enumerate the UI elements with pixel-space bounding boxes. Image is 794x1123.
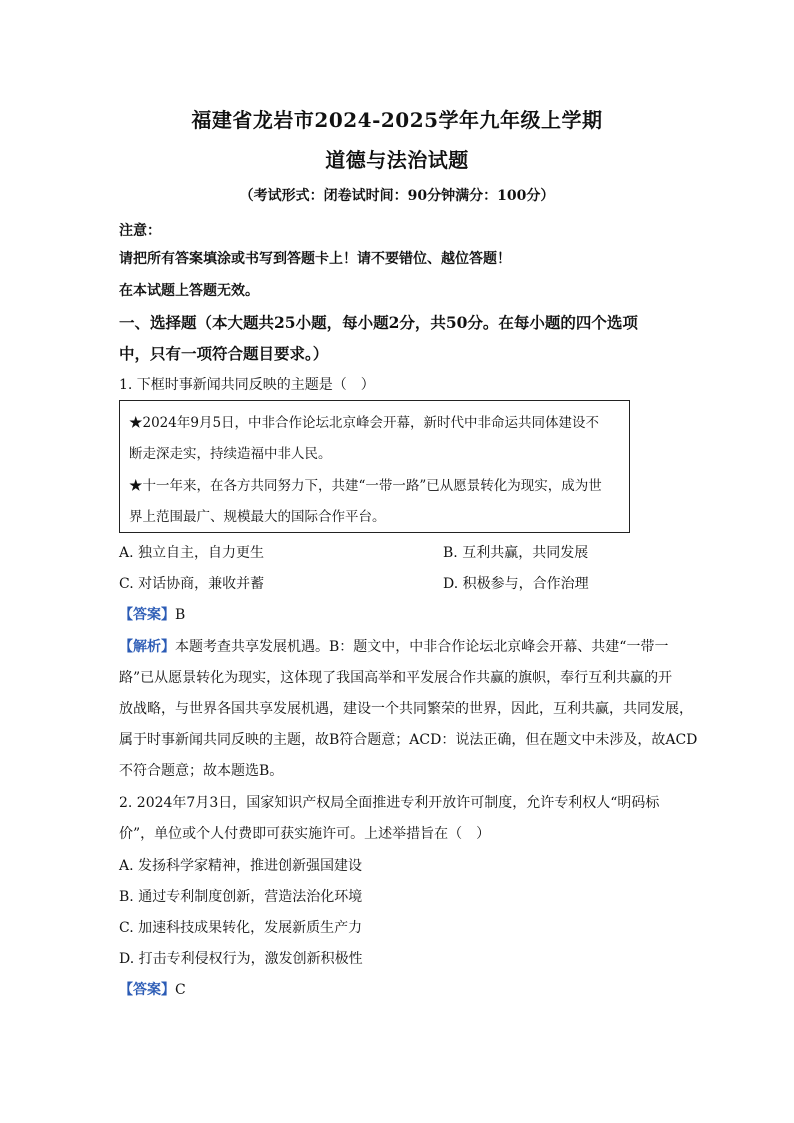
q1-box-line: 断走深走实，持续造福中非人民。 xyxy=(129,446,332,462)
q1-analysis-line: 路”已从愿景转化为现实，这体现了我国高举和平发展合作共赢的旗帜，奉行互利共赢的开 xyxy=(119,670,673,686)
section1-heading-line2: 中，只有一项符合题目要求。） xyxy=(119,344,329,363)
q2-option-b: B. 通过专利制度创新，营造法治化环境 xyxy=(119,889,363,905)
q1-news-box xyxy=(119,400,630,533)
q1-option-c: C. 对话协商，兼收并蓄 xyxy=(119,576,265,592)
notes-heading: 注意： xyxy=(119,223,161,239)
q2-answer xyxy=(119,979,186,999)
q2-stem-line: 价”，单位或个人付费即可获实施许可。上述举措旨在（ ） xyxy=(119,826,491,842)
exam-title-line2: 道德与法治试题 xyxy=(325,148,469,172)
q2-option-a: A. 发扬科学家精神，推进创新强国建设 xyxy=(119,858,363,874)
q1-box-line: ★十一年来，在各方共同努力下，共建“一带一路”已从愿景转化为现实，成为世 xyxy=(129,478,602,494)
q1-option-a: A. 独立自主，自力更生 xyxy=(119,545,265,561)
q1-analysis-line: 属于时事新闻共同反映的主题，故B符合题意；ACD：说法正确，但在题文中未涉及，故ACD xyxy=(119,732,698,748)
q1-stem: 1. 下框时事新闻共同反映的主题是（ ） xyxy=(119,377,375,393)
exam-title-line1: 福建省龙岩市2024-2025学年九年级上学期 xyxy=(191,108,603,132)
answer-tag: 【答案】 xyxy=(119,982,175,998)
q1-analysis-line: 放战略，与世界各国共享发展机遇，建设一个共同繁荣的世界，因此，互利共赢，共同发展， xyxy=(119,701,693,717)
answer-value: B xyxy=(175,607,186,623)
analysis-text: 本题考查共享发展机遇。B：题文中，中非合作论坛北京峰会开幕、共建“一带一 xyxy=(175,639,669,655)
exam-info: （考试形式：闭卷试时间：90分钟满分：100分） xyxy=(239,188,555,204)
notes-line1: 请把所有答案填涂或书写到答题卡上！请不要错位、越位答题！ xyxy=(119,251,511,267)
q2-option-c: C. 加速科技成果转化，发展新质生产力 xyxy=(119,920,363,936)
q1-box-line: 界上范围最广、规模最大的国际合作平台。 xyxy=(129,509,386,525)
q1-analysis-line: 不符合题意；故本题选B。 xyxy=(119,763,284,779)
section1-heading-line1: 一、选择题（本大题共25小题，每小题2分，共50分。在每小题的四个选项 xyxy=(119,313,638,332)
notes-line2: 在本试题上答题无效。 xyxy=(119,283,259,299)
answer-tag: 【答案】 xyxy=(119,607,175,623)
q2-option-d: D. 打击专利侵权行为，激发创新积极性 xyxy=(119,951,363,967)
q2-stem-line: 2. 2024年7月3日，国家知识产权局全面推进专利开放许可制度，允许专利权人“明码标 xyxy=(119,795,660,811)
q1-answer xyxy=(119,604,185,624)
answer-value: C xyxy=(175,982,186,998)
q1-analysis-line xyxy=(119,636,668,656)
q1-option-d: D. 积极参与，合作治理 xyxy=(443,576,589,592)
analysis-tag: 【解析】 xyxy=(119,639,175,655)
q1-option-b: B. 互利共赢，共同发展 xyxy=(443,545,589,561)
q1-box-line: ★2024年9月5日，中非合作论坛北京峰会开幕，新时代中非命运共同体建设不 xyxy=(129,415,600,431)
